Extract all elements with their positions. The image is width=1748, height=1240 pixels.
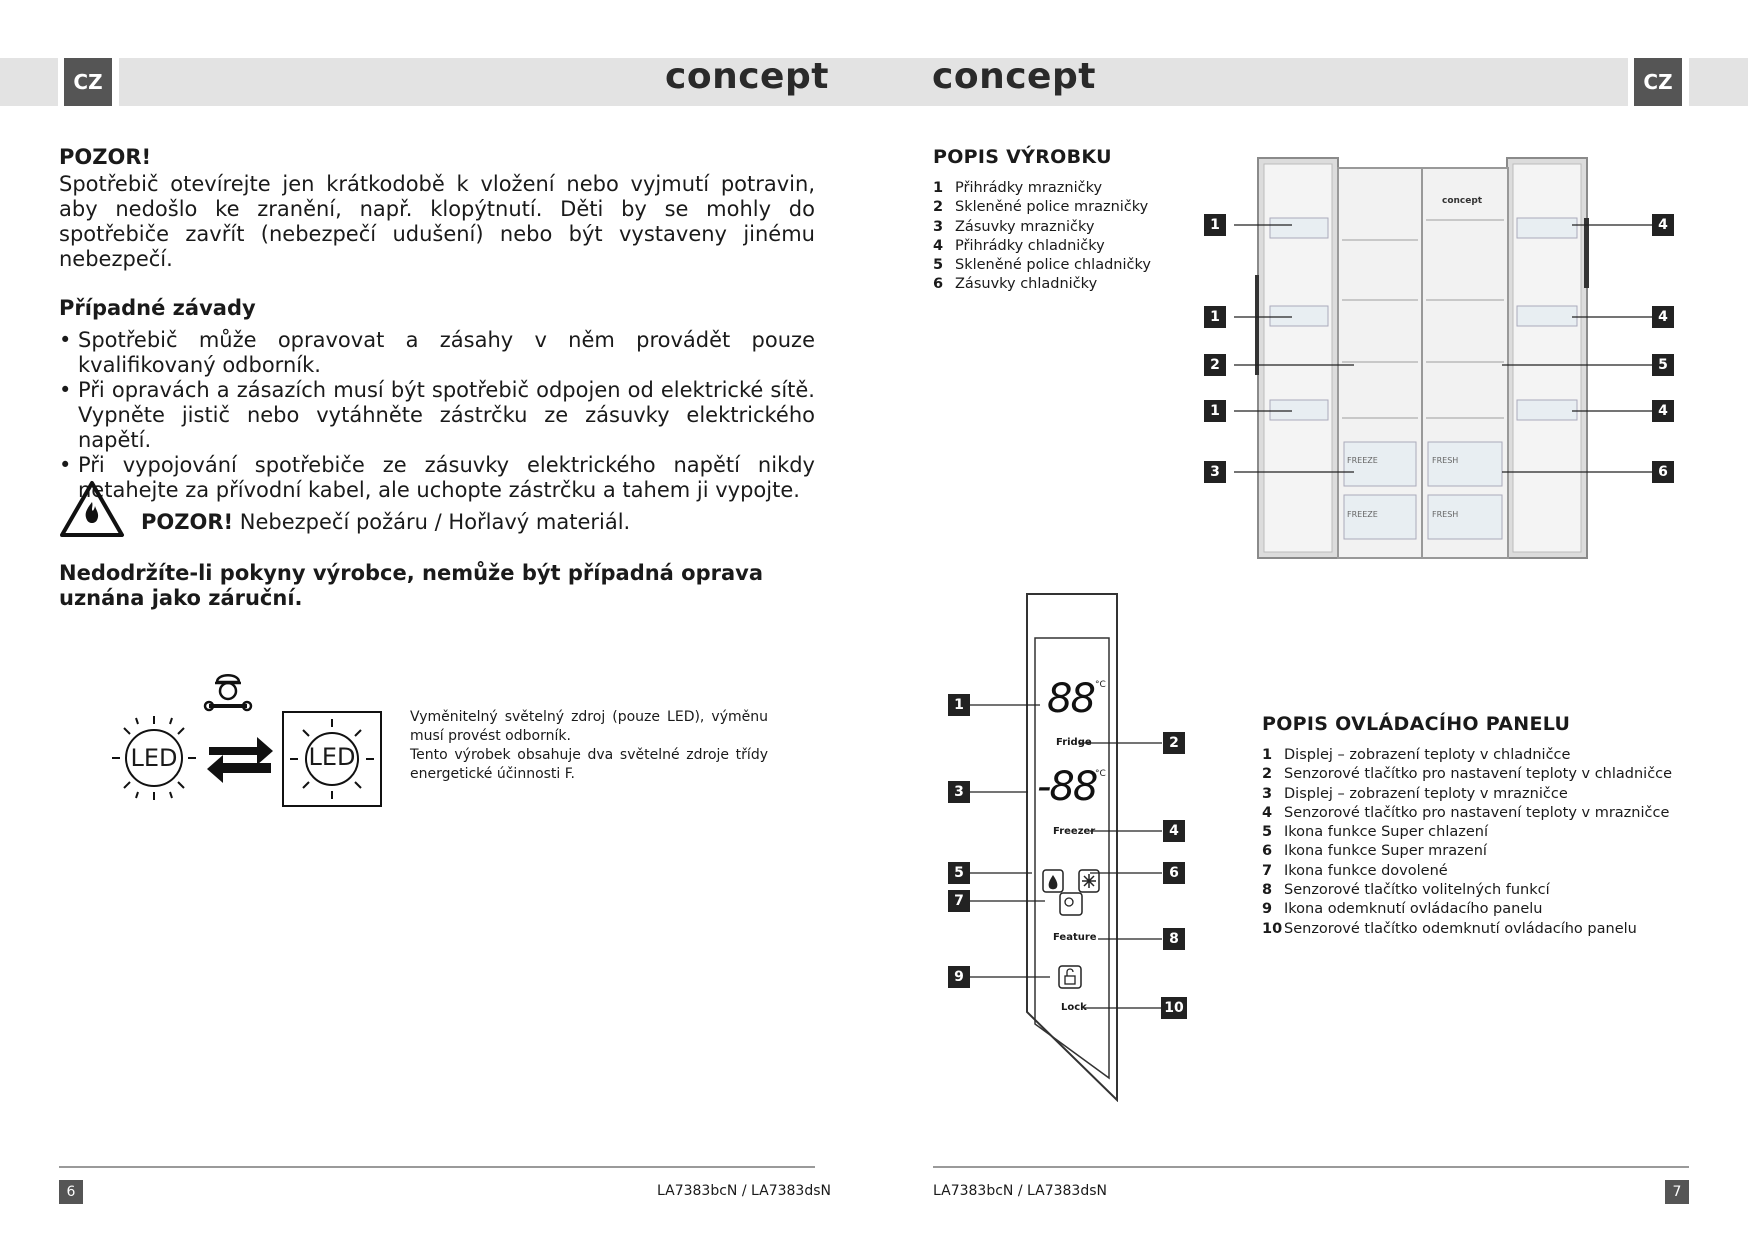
language-badge-left: CZ bbox=[64, 58, 112, 106]
led-bulb-left bbox=[108, 712, 200, 804]
list-item: 3 Displej – zobrazení teploty v mrazničce bbox=[1262, 785, 1568, 802]
list-item: 2 Skleněné police mrazničky bbox=[933, 199, 1149, 216]
fridge-callout: 4 bbox=[1652, 306, 1674, 328]
panel-callout: 4 bbox=[1163, 820, 1185, 842]
list-item: 6 Zásuvky chladničky bbox=[933, 276, 1098, 293]
list-item: 3 Zásuvky mrazničky bbox=[933, 218, 1095, 235]
fridge-temp-unit: °C bbox=[1095, 680, 1106, 690]
model-number-right: LA7383bcN / LA7383dsN bbox=[933, 1183, 1107, 1199]
fridge-callout: 1 bbox=[1204, 306, 1226, 328]
model-number-left: LA7383bcN / LA7383dsN bbox=[657, 1183, 831, 1199]
panel-list bbox=[1262, 746, 1682, 939]
list-item: 5 Skleněné police chladničky bbox=[933, 257, 1151, 274]
panel-callout: 7 bbox=[948, 890, 970, 912]
list-item: 9 Ikona odemknutí ovládacího panelu bbox=[1262, 901, 1543, 918]
list-item: 6 Ikona funkce Super mrazení bbox=[1262, 843, 1487, 860]
drawer-label: FREEZE bbox=[1347, 510, 1378, 519]
fridge-callout: 4 bbox=[1652, 400, 1674, 422]
fridge-callout: 1 bbox=[1204, 214, 1226, 236]
panel-description bbox=[1262, 713, 1682, 939]
technician-icon bbox=[203, 668, 253, 718]
drawer-label: FREEZE bbox=[1347, 456, 1378, 465]
list-item: • Při opravách a zásazích musí být spotřebič odpojen od elektrické sítě. Vypněte jistič nebo vytáhněte zástrčku ze zásuvky elektrického napětí. bbox=[59, 378, 815, 453]
freezer-button-label: Freezer bbox=[1053, 826, 1096, 837]
header-bar-left bbox=[0, 58, 58, 106]
led-bulb-right-box bbox=[282, 711, 382, 807]
list-item: 2 Senzorové tlačítko pro nastavení teploty v chladničce bbox=[1262, 766, 1673, 783]
freezer-temp-unit: °C bbox=[1095, 769, 1106, 779]
list-item: 8 Senzorové tlačítko volitelných funkcí bbox=[1262, 882, 1550, 899]
swap-arrows-icon bbox=[205, 733, 275, 783]
page-number-right: 7 bbox=[1665, 1180, 1689, 1204]
drawer-label: FRESH bbox=[1432, 456, 1459, 465]
product-description bbox=[933, 146, 1213, 295]
fridge-callout: 4 bbox=[1652, 214, 1674, 236]
list-item: 1 Přihrádky mrazničky bbox=[933, 180, 1103, 196]
list-item: 4 Senzorové tlačítko pro nastavení teploty v mrazničce bbox=[1262, 804, 1670, 821]
fridge-leader-lines bbox=[1200, 180, 1660, 500]
brand-logo-right: concept bbox=[932, 56, 1096, 97]
lock-button-label: Lock bbox=[1061, 1002, 1087, 1013]
footer-rule-right bbox=[933, 1166, 1689, 1168]
panel-leader-lines bbox=[940, 690, 1180, 1020]
product-list bbox=[933, 179, 1213, 295]
led-label: LED bbox=[308, 743, 356, 771]
panel-callout: 3 bbox=[948, 781, 970, 803]
list-item: • Spotřebič může opravovat a zásahy v něm provádět pouze kvalifikovaný odborník. bbox=[59, 328, 815, 378]
panel-callout: 9 bbox=[948, 966, 970, 988]
faults-list bbox=[59, 328, 815, 503]
led-note-2: Tento výrobek obsahuje dva světelné zdroje třídy energetické účinnosti F. bbox=[410, 747, 768, 782]
language-badge-right: CZ bbox=[1634, 58, 1682, 106]
feature-button-label: Feature bbox=[1053, 932, 1097, 943]
fire-warning-desc: Nebezpečí požáru / Hořlavý materiál. bbox=[233, 510, 631, 534]
list-item: 4 Přihrádky chladničky bbox=[933, 237, 1105, 254]
header-bar-right bbox=[1689, 58, 1748, 106]
fridge-brand-label: concept bbox=[1442, 196, 1483, 206]
footer-rule-left bbox=[59, 1166, 815, 1168]
warning-text: Spotřebič otevírejte jen krátkodobě k vložení nebo vyjmutí potravin, aby nedošlo ke zranění, např. klopýtnutí. Děti by se mohly do spotřebiče zavřít (nebezpečí udušení) nebo být vystaveny jinému nebezpečí. bbox=[59, 172, 815, 271]
brand-logo-left: concept bbox=[665, 56, 829, 97]
panel-callout: 10 bbox=[1161, 997, 1187, 1019]
fire-warning-text bbox=[141, 510, 630, 534]
left-page-content bbox=[59, 145, 815, 503]
warning-title: POZOR! bbox=[59, 145, 152, 169]
led-note-1: Vyměnitelný světelný zdroj (pouze LED), výměnu musí provést odborník. bbox=[410, 709, 768, 744]
fridge-callout: 1 bbox=[1204, 400, 1226, 422]
freezer-temp-display: -88 bbox=[1037, 764, 1097, 810]
page-number-left: 6 bbox=[59, 1180, 83, 1204]
panel-callout: 1 bbox=[948, 694, 970, 716]
faults-title: Případné závady bbox=[59, 296, 256, 320]
fire-warning-bold: POZOR! bbox=[141, 510, 234, 534]
list-item: 7 Ikona funkce dovolené bbox=[1262, 862, 1448, 879]
list-item: 5 Ikona funkce Super chlazení bbox=[1262, 824, 1489, 841]
panel-callout: 6 bbox=[1163, 862, 1185, 884]
fire-warning-icon bbox=[59, 480, 125, 538]
fridge-callout: 3 bbox=[1204, 461, 1226, 483]
guarantee-note: Nedodržíte-li pokyny výrobce, nemůže být případná oprava uznána jako záruční. bbox=[59, 561, 764, 610]
panel-callout: 5 bbox=[948, 862, 970, 884]
header-bar-center bbox=[119, 58, 1628, 106]
list-item: 1 Displej – zobrazení teploty v chladničce bbox=[1262, 747, 1571, 763]
product-title: POPIS VÝROBKU bbox=[933, 146, 1112, 168]
fridge-callout: 5 bbox=[1652, 354, 1674, 376]
drawer-label: FRESH bbox=[1432, 510, 1459, 519]
list-item: • Při vypojování spotřebiče ze zásuvky elektrického napětí nikdy netahejte za přívodní kabel, ale uchopte zástrčku a tahem ji vypojte. bbox=[59, 453, 815, 503]
panel-callout: 8 bbox=[1163, 928, 1185, 950]
fridge-button-label: Fridge bbox=[1056, 737, 1092, 748]
led-label: LED bbox=[130, 744, 178, 772]
panel-callout: 2 bbox=[1163, 732, 1185, 754]
fridge-callout: 2 bbox=[1204, 354, 1226, 376]
led-note bbox=[410, 708, 768, 784]
fridge-temp-display: 88 bbox=[1047, 676, 1094, 722]
list-item: 10 Senzorové tlačítko odemknutí ovládacího panelu bbox=[1262, 920, 1637, 937]
fridge-callout: 6 bbox=[1652, 461, 1674, 483]
panel-title: POPIS OVLÁDACÍHO PANELU bbox=[1262, 713, 1571, 735]
